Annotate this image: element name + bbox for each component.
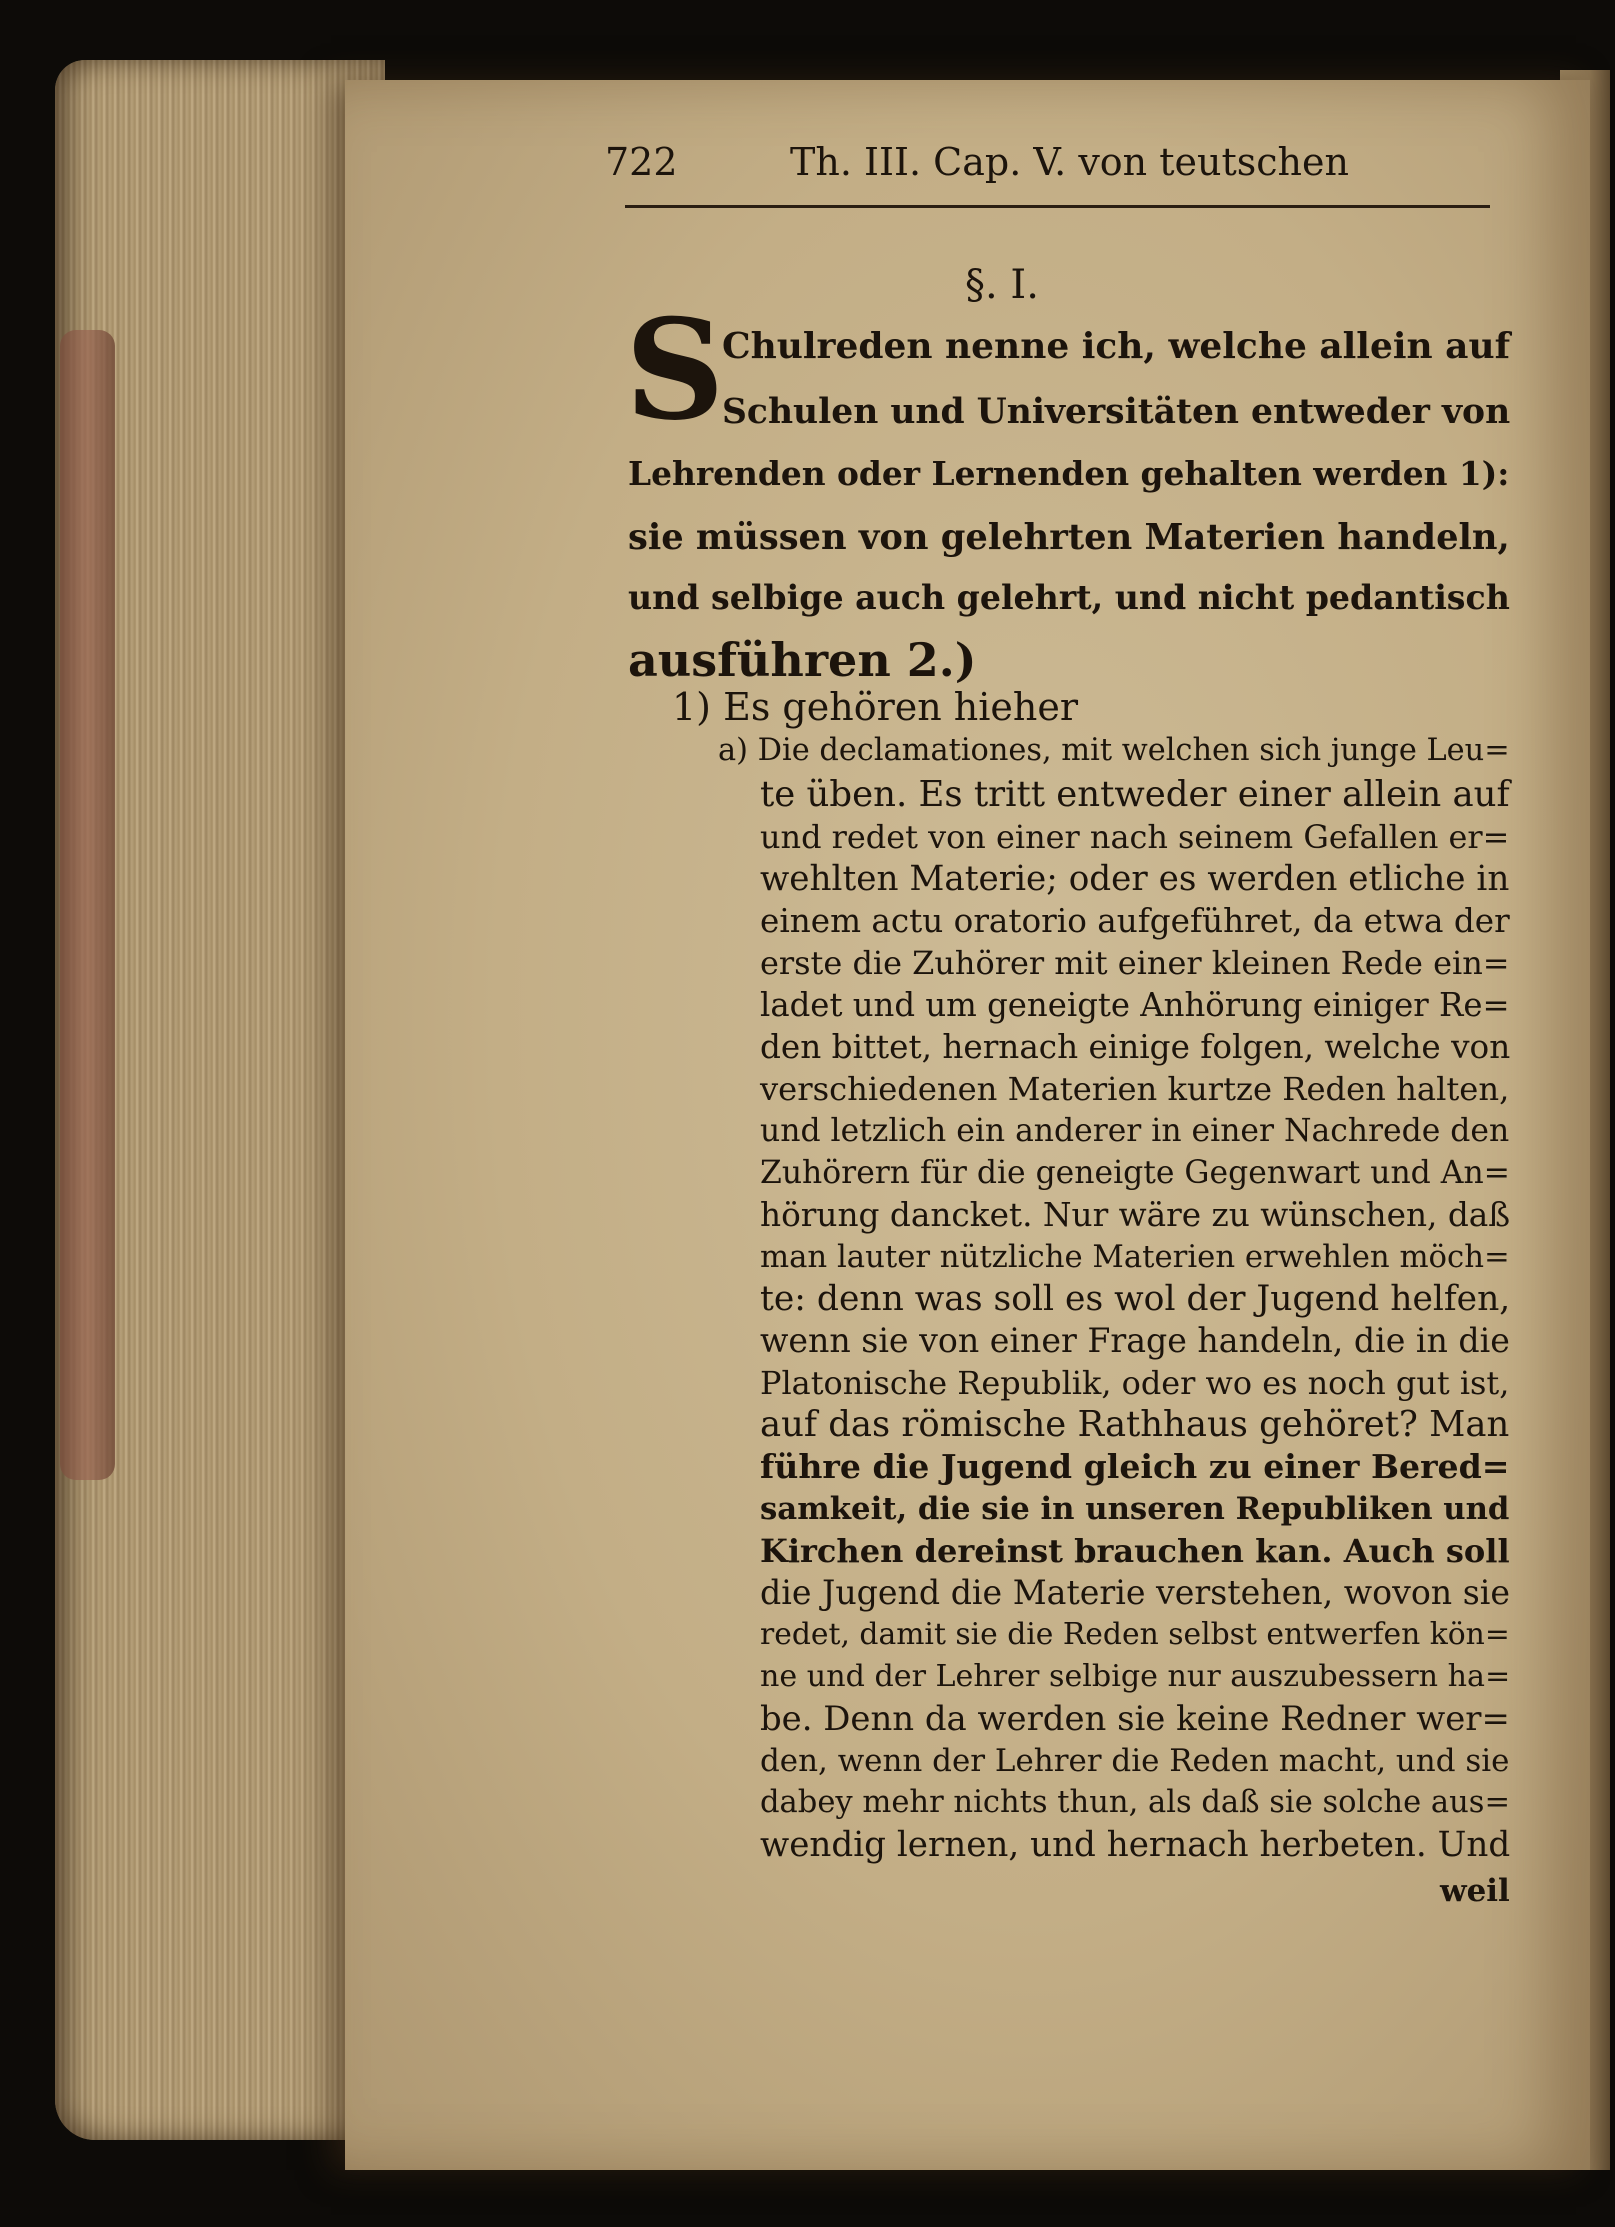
note-line: dabey mehr nichts thun, als daß sie solche aus= — [760, 1785, 1511, 1820]
note-line: auf das römische Rathhaus gehöret? Man — [760, 1404, 1510, 1445]
paragraph-line: Schulen und Universitäten entweder von — [722, 392, 1511, 432]
page-number: 722 — [605, 140, 678, 184]
paragraph-line: ausführen 2.) — [628, 633, 977, 687]
section-mark: §. I. — [965, 262, 1039, 308]
note-line: hörung dancket. Nur wäre zu wünschen, daß — [760, 1196, 1511, 1234]
note-line: man lauter nützliche Materien erwehlen möch= — [760, 1239, 1510, 1275]
note-line: te üben. Es tritt entweder einer allein auf — [760, 774, 1510, 815]
note-line: den bittet, hernach einige folgen, welche von — [760, 1028, 1511, 1066]
note-line: verschiedenen Materien kurtze Reden halten, — [760, 1070, 1510, 1108]
drop-cap: S — [625, 288, 725, 451]
book-cover-edge — [60, 330, 115, 1480]
note-line: erste die Zuhörer mit einer kleinen Rede ein= — [760, 944, 1510, 982]
note-line: samkeit, die sie in unseren Republiken und — [760, 1491, 1510, 1527]
note-line: te: denn was soll es wol der Jugend helfen, — [760, 1279, 1511, 1319]
note-line: wendig lernen, und hernach herbeten. Und — [760, 1825, 1511, 1865]
note-line: be. Denn da werden sie keine Redner wer= — [760, 1699, 1510, 1738]
note-line: a) Die declamationes, mit welchen sich junge Leu= — [718, 733, 1510, 768]
paragraph-line: Lehrenden oder Lernenden gehalten werden 1): — [628, 454, 1510, 493]
note-line: 1) Es gehören hieher — [672, 685, 1079, 729]
note-line: redet, damit sie die Reden selbst entwerfen kön= — [760, 1617, 1510, 1652]
note-line: ladet und um geneigte Anhörung einiger Re= — [760, 986, 1510, 1024]
paragraph-line: sie müssen von gelehrten Materien handeln, — [628, 517, 1510, 558]
note-line: führe die Jugend gleich zu einer Bered= — [760, 1447, 1510, 1486]
paragraph-line: Chulreden nenne ich, welche allein auf — [722, 325, 1511, 367]
note-line: den, wenn der Lehrer die Reden macht, und sie — [760, 1743, 1510, 1779]
header-rule — [625, 205, 1490, 208]
note-line: und redet von einer nach seinem Gefallen er= — [760, 818, 1510, 856]
note-line: Zuhörern für die geneigte Gegenwart und An= — [760, 1155, 1510, 1191]
catchword: weil — [1440, 1873, 1510, 1909]
running-head-title: Th. III. Cap. V. von teutschen — [790, 140, 1349, 184]
note-line: Kirchen dereinst brauchen kan. Auch soll — [760, 1532, 1510, 1570]
note-line: ne und der Lehrer selbige nur auszubessern ha= — [760, 1659, 1511, 1694]
note-line: wenn sie von einer Frage handeln, die in die — [760, 1321, 1510, 1360]
note-line: einem actu oratorio aufgeführet, da etwa der — [760, 902, 1510, 940]
paragraph-line: und selbige auch gelehrt, und nicht pedantisch — [628, 578, 1510, 617]
note-line: die Jugend die Materie verstehen, wovon sie — [760, 1573, 1510, 1612]
note-line: Platonische Republik, oder wo es noch gut ist, — [760, 1364, 1510, 1402]
running-head — [605, 140, 1505, 192]
note-line: und letzlich ein anderer in einer Nachrede den — [760, 1113, 1510, 1149]
note-line: wehlten Materie; oder es werden etliche in — [760, 859, 1510, 899]
